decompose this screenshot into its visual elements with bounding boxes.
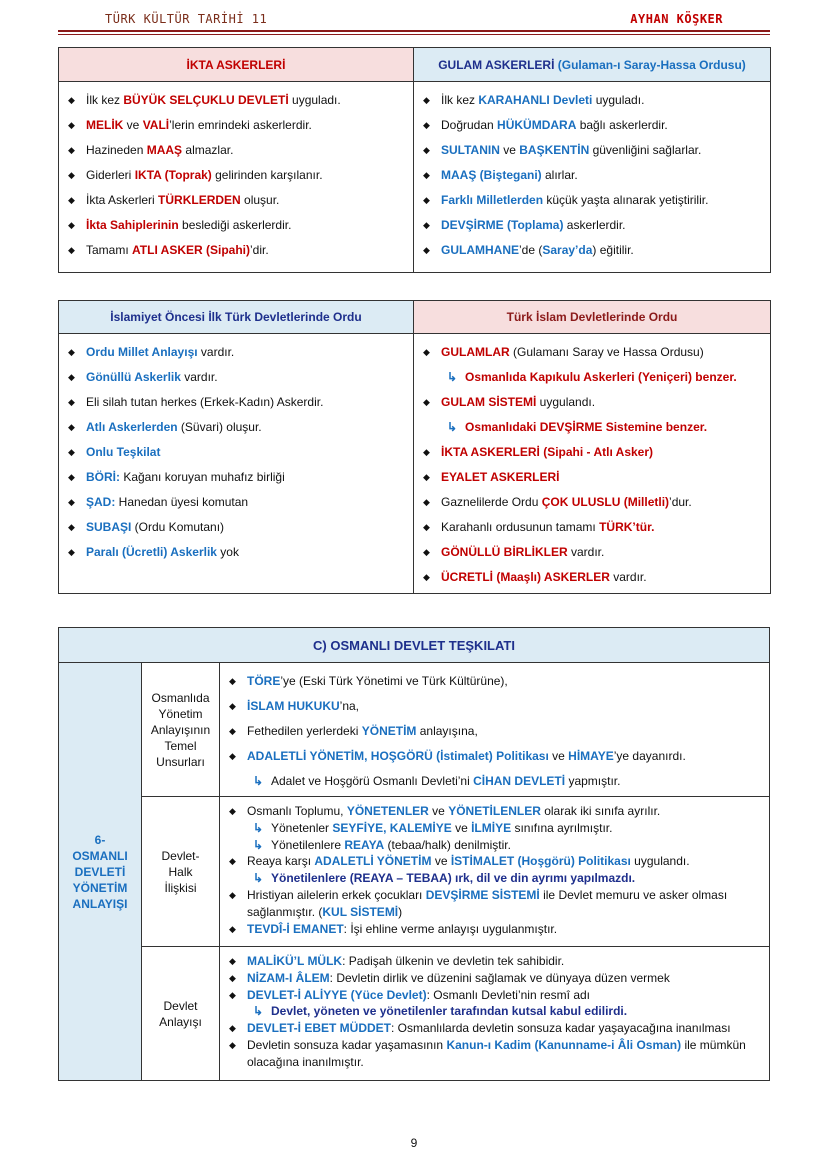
list-item: ◆ DEVLET-İ ALİYYE (Yüce Devlet): Osmanlı Devleti’nin resmî adı [221, 987, 768, 1004]
list-item: ◆ Atlı Askerlerden (Süvari) oluşur. [60, 415, 412, 440]
list-item: ◆ Doğrudan HÜKÜMDARA bağlı askerlerdir. [415, 113, 769, 138]
page-header [105, 10, 723, 28]
list-item: ◆ Eli silah tutan herkes (Erkek-Kadın) Askerdir. [60, 390, 412, 415]
list-item: ◆ MELİK ve VALİ’lerin emrindeki askerlerdir. [60, 113, 412, 138]
ikta-list [60, 88, 412, 263]
list-item: ◆ Gaznelilerde Ordu ÇOK ULUSLU (Milletli)’dur. [415, 490, 769, 515]
list-item: ◆ İlk kez KARAHANLI Devleti uyguladı. [415, 88, 769, 113]
ikta-heading: İKTA ASKERLERİ [59, 48, 414, 82]
category-devlet-anlayisi: Devlet Anlayışı [142, 947, 220, 1081]
pre-islam-list-cell [59, 334, 414, 594]
list-item: ◆ Onlu Teşkilat [60, 440, 412, 465]
list-item: ◆ GULAMHANE’de (Saray’da) eğitilir. [415, 238, 769, 263]
osmanli-teskilat-table [58, 627, 770, 1081]
list-subitem: ↳ Yönetilenlere REAYA (tebaa/halk) denilmiştir. [221, 837, 768, 854]
list-item: ◆ MALİKÜ’L MÜLK: Padişah ülkenin ve devletin tek sahibidir. [221, 953, 768, 970]
turk-islam-heading: Türk İslam Devletlerinde Ordu [414, 301, 771, 334]
yonetim-unsurlari-cell [220, 663, 770, 797]
list-item: ◆ ÜCRETLİ (Maaşlı) ASKERLER vardır. [415, 565, 769, 590]
list-item: ◆ Hristiyan ailelerin erkek çocukları DEVŞİRME SİSTEMİ ile Devlet memuru ve asker olması sağlanmıştır. (KUL SİSTEMİ) [221, 887, 768, 921]
list-item: ◆ MAAŞ (Biştegani) alırlar. [415, 163, 769, 188]
header-book-title: TÜRK KÜLTÜR TARİHİ 11 [105, 12, 268, 26]
list-item: ◆ Farklı Milletlerden küçük yaşta alınarak yetiştirilir. [415, 188, 769, 213]
list-item: ◆ ADALETLİ YÖNETİM, HOŞGÖRÜ (İstimalet) Politikası ve HİMAYE’ye dayanırdı. [221, 744, 768, 769]
list-item: ◆ Paralı (Ücretli) Askerlik yok [60, 540, 412, 565]
ikta-gulam-table [58, 47, 771, 273]
section-label-6: 6- OSMANLI DEVLETİ YÖNETİM ANLAYIŞI [59, 663, 142, 1081]
list-item: ◆ ŞAD: Hanedan üyesi komutan [60, 490, 412, 515]
list-item: ◆ GULAMLAR (Gulamanı Saray ve Hassa Ordusu) [415, 340, 769, 365]
category-devlet-halk: Devlet- Halk İlişkisi [142, 797, 220, 947]
list-item: ◆ EYALET ASKERLERİ [415, 465, 769, 490]
list-item: ◆ Hazineden MAAŞ almazlar. [60, 138, 412, 163]
list-item: ◆ Fethedilen yerlerdeki YÖNETİM anlayışına, [221, 719, 768, 744]
list-item: ◆ Karahanlı ordusunun tamamı TÜRK’tür. [415, 515, 769, 540]
list-subitem: ↳ Osmanlıdaki DEVŞİRME Sistemine benzer. [415, 415, 769, 440]
list-item: ◆ İkta Sahiplerinin beslediği askerlerdir. [60, 213, 412, 238]
osmanli-heading: C) OSMANLI DEVLET TEŞKILATI [59, 628, 770, 663]
devlet-anlayisi-list [221, 953, 768, 1071]
ikta-list-cell [59, 82, 414, 273]
list-item: ◆ İSLAM HUKUKU’na, [221, 694, 768, 719]
page-number: 9 [410, 1136, 418, 1150]
list-item: ◆ Gönüllü Askerlik vardır. [60, 365, 412, 390]
list-item: ◆ SUBAŞI (Ordu Komutanı) [60, 515, 412, 540]
devlet-anlayisi-cell [220, 947, 770, 1081]
list-item: ◆ İlk kez BÜYÜK SELÇUKLU DEVLETİ uyguladı. [60, 88, 412, 113]
list-item: ◆ TÖRE’ye (Eski Türk Yönetimi ve Türk Kültürüne), [221, 669, 768, 694]
list-subitem: ↳ Yönetilenlere (REAYA – TEBAA) ırk, dil ve din ayrımı yapılmazdı. [221, 870, 768, 887]
list-item: ◆ GÖNÜLLÜ BİRLİKLER vardır. [415, 540, 769, 565]
ordu-table [58, 300, 771, 594]
header-rule [58, 30, 770, 32]
yonetim-unsurlari-list [221, 669, 768, 794]
list-subitem: ↳ Yönetenler SEYFİYE, KALEMİYE ve İLMİYE sınıfına ayrılmıştır. [221, 820, 768, 837]
gulam-heading: GULAM ASKERLERİ (Gulaman-ı Saray-Hassa Ordusu) [414, 48, 771, 82]
list-item: ◆ Reaya karşı ADALETLİ YÖNETİM ve İSTİMALET (Hoşgörü) Politikası uygulandı. [221, 853, 768, 870]
list-item: ◆ DEVLET-İ EBET MÜDDET: Osmanlılarda devletin sonsuza kadar yaşayacağına inanılması [221, 1020, 768, 1037]
list-item: ◆ Tamamı ATLI ASKER (Sipahi)’dir. [60, 238, 412, 263]
list-subitem: ↳ Osmanlıda Kapıkulu Askerleri (Yeniçeri) benzer. [415, 365, 769, 390]
header-author: AYHAN KÖŞKER [630, 12, 723, 26]
category-yonetim-unsurlari: Osmanlıda Yönetim Anlayışının Temel Unsurları [142, 663, 220, 797]
pre-islam-heading: İslamiyet Öncesi İlk Türk Devletlerinde Ordu [59, 301, 414, 334]
turk-islam-list-cell [414, 334, 771, 594]
list-item: ◆ Ordu Millet Anlayışı vardır. [60, 340, 412, 365]
list-item: ◆ Giderleri IKTA (Toprak) gelirinden karşılanır. [60, 163, 412, 188]
list-item: ◆ İkta Askerleri TÜRKLERDEN oluşur. [60, 188, 412, 213]
list-item: ◆ Devletin sonsuza kadar yaşamasının Kanun-ı Kadim (Kanunname-i Âli Osman) ile mümkün olacağına inanılmıştır. [221, 1037, 768, 1071]
list-item: ◆ TEVDÎ-İ EMANET: İşi ehline verme anlayışı uygulanmıştır. [221, 921, 768, 938]
gulam-list [415, 88, 769, 263]
gulam-list-cell [414, 82, 771, 273]
header-rule-thin [58, 34, 770, 35]
list-subitem: ↳ Devlet, yöneten ve yönetilenler tarafından kutsal kabul edilirdi. [221, 1003, 768, 1020]
devlet-halk-cell [220, 797, 770, 947]
list-subitem: ↳ Adalet ve Hoşgörü Osmanlı Devleti’ni CİHAN DEVLETİ yapmıştır. [221, 769, 768, 794]
list-item: ◆ DEVŞİRME (Toplama) askerlerdir. [415, 213, 769, 238]
list-item: ◆ SULTANIN ve BAŞKENTİN güvenliğini sağlarlar. [415, 138, 769, 163]
list-item: ◆ Osmanlı Toplumu, YÖNETENLER ve YÖNETİLENLER olarak iki sınıfa ayrılır. [221, 803, 768, 820]
turk-islam-list [415, 340, 769, 590]
devlet-halk-list [221, 803, 768, 937]
list-item: ◆ NİZAM-I ÂLEM: Devletin dirlik ve düzenini sağlamak ve dünyaya düzen vermek [221, 970, 768, 987]
list-item: ◆ BÖRİ: Kağanı koruyan muhafız birliği [60, 465, 412, 490]
list-item: ◆ GULAM SİSTEMİ uygulandı. [415, 390, 769, 415]
list-item: ◆ İKTA ASKERLERİ (Sipahi - Atlı Asker) [415, 440, 769, 465]
pre-islam-list [60, 340, 412, 565]
